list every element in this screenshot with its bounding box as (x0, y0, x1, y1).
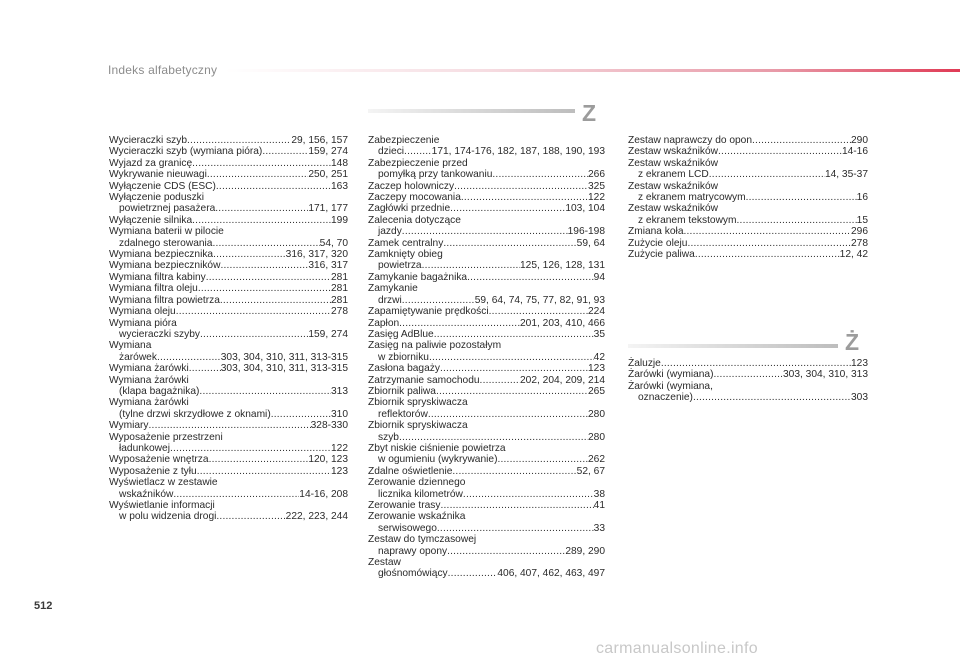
dot-leader (709, 169, 825, 180)
dot-leader (399, 432, 588, 443)
entry-pages: 123 (331, 465, 348, 477)
index-entry (368, 272, 605, 283)
index-entry (109, 489, 348, 500)
index-heading: Zerowanie dziennego (368, 477, 466, 489)
dot-leader (262, 146, 308, 157)
index-entry (368, 181, 605, 192)
dot-leader (693, 392, 851, 403)
index-heading: Zbyt niskie ciśnienie powietrza (368, 442, 506, 454)
entry-pages: 325 (588, 180, 605, 192)
entry-pages: 199 (331, 214, 348, 226)
entry-term: Zerowanie trasy (368, 500, 441, 511)
index-heading: Żarówki (wymiana, (628, 380, 713, 392)
index-entry (368, 409, 605, 420)
entry-term: Wymiana filtra kabiny (109, 271, 206, 283)
entry-term: szyb (378, 431, 399, 443)
index-heading: Wymiana pióra (109, 317, 177, 329)
dot-leader (404, 146, 432, 157)
entry-pages: 406, 407, 462, 463, 497 (497, 568, 605, 580)
entry-term: Wymiana bezpieczników (109, 260, 221, 272)
entry-term: dzieci (378, 146, 405, 158)
entry-pages: 148 (331, 157, 348, 169)
dot-leader (752, 135, 851, 146)
entry-term: w polu widzenia drogi (119, 511, 217, 523)
entry-term: Zużycie paliwa (628, 249, 695, 261)
section-z-dot-bar (628, 344, 838, 348)
entry-term: Zmiana koła (628, 226, 684, 238)
entry-pages: 14, 35-37 (824, 169, 868, 181)
index-heading: Wyświetlanie informacji (109, 500, 215, 511)
entry-pages: 250, 251 (308, 169, 348, 181)
entry-term: Zasięg AdBlue (368, 328, 434, 340)
entry-pages: 123 (588, 363, 605, 375)
entry-term: drzwi (378, 294, 402, 306)
index-heading: Wymiana baterii w pilocie (109, 226, 224, 238)
index-entry (368, 432, 605, 443)
dot-leader (157, 352, 221, 363)
dot-leader (492, 169, 588, 180)
entry-term: powietrza (378, 260, 422, 272)
index-entry (628, 169, 868, 180)
entry-term: Zbiornik paliwa (368, 385, 436, 397)
dot-leader (695, 249, 840, 260)
dot-leader (209, 454, 309, 465)
index-entry (109, 511, 348, 522)
entry-term: licznika kilometrów (378, 488, 463, 500)
entry-term: w ogumieniu (wykrywanie) (378, 454, 498, 466)
entry-pages: 310 (331, 408, 348, 420)
dot-leader (176, 306, 331, 317)
entry-pages: 59, 64, 74, 75, 77, 82, 91, 93 (474, 294, 605, 306)
index-entry (628, 146, 868, 157)
index-heading: Zabezpieczenie (368, 135, 440, 146)
entry-term: głośnomówiący (378, 568, 448, 580)
dot-leader (173, 489, 299, 500)
entry-pages: 41 (593, 500, 605, 511)
entry-pages: 202, 204, 209, 214 (520, 374, 605, 386)
dot-leader (718, 146, 842, 157)
entry-term: Wymiana oleju (109, 306, 176, 318)
dot-leader (187, 135, 291, 146)
dot-leader (489, 306, 588, 317)
index-entry (109, 158, 348, 169)
index-heading: Zbiornik spryskiwacza (368, 397, 468, 409)
index-entry (109, 169, 348, 180)
dot-leader (437, 523, 594, 534)
entry-term: żarówek (119, 351, 157, 363)
entry-pages: 171, 177 (308, 203, 348, 215)
section-letter-z-dot: Ż (845, 329, 860, 355)
entry-term: naprawy opony (378, 545, 448, 557)
index-entry (368, 352, 605, 363)
entry-term: Wymiary (109, 420, 149, 432)
entry-term: wskaźników (119, 488, 174, 500)
header-gradient-line (225, 69, 960, 72)
entry-pages: 125, 126, 128, 131 (520, 260, 605, 272)
entry-pages: 278 (851, 237, 868, 249)
entry-term: Zamykanie bagażnika (368, 271, 468, 283)
entry-pages: 14-16 (841, 146, 868, 158)
entry-term: z ekranem tekstowym (638, 214, 737, 226)
dot-leader (436, 386, 588, 397)
dot-leader (271, 409, 331, 420)
index-entry (368, 169, 605, 180)
index-heading: Zerowanie wskaźnika (368, 511, 466, 523)
dot-leader (216, 181, 331, 192)
index-heading: Wymiana żarówki (109, 374, 189, 386)
index-entry (109, 363, 348, 374)
entry-pages: 328-330 (310, 420, 348, 432)
index-column-3 (628, 135, 868, 260)
index-heading: Zestaw wskaźników (628, 180, 719, 192)
entry-pages: 280 (588, 408, 605, 420)
entry-term: Zasłona bagaży (368, 363, 440, 375)
entry-pages: 42 (593, 351, 605, 363)
entry-term: oznaczenie) (638, 392, 693, 404)
index-entry (368, 146, 605, 157)
index-heading: Zbiornik spryskiwacza (368, 420, 468, 432)
index-entry (368, 500, 605, 511)
index-entry (109, 272, 348, 283)
index-entry (109, 135, 348, 146)
index-entry (368, 568, 605, 579)
page-number: 512 (34, 600, 53, 612)
dot-leader (149, 420, 311, 431)
entry-pages: 159, 274 (308, 146, 348, 158)
index-heading: Zabezpieczenie przed (368, 157, 468, 169)
section-letter-z: Z (582, 100, 597, 126)
entry-term: Zaczep holowniczy (368, 180, 455, 192)
dot-leader (206, 272, 331, 283)
dot-leader (684, 226, 852, 237)
entry-term: wycieraczki szyby (119, 328, 200, 340)
dot-leader (200, 329, 308, 340)
index-entry (628, 135, 868, 146)
index-heading: Zalecenia dotyczące (368, 214, 461, 226)
index-heading: Zestaw wskaźników (628, 203, 719, 215)
index-entry (628, 192, 868, 203)
entry-pages: 12, 42 (839, 249, 868, 261)
entry-pages: 266 (588, 169, 605, 181)
entry-term: z ekranem LCD (638, 169, 709, 181)
entry-term: pomyłką przy tankowaniu (378, 169, 493, 181)
index-entry (628, 392, 868, 403)
entry-term: Zużycie oleju (628, 237, 688, 249)
entry-pages: 122 (588, 192, 605, 204)
entry-term: Wymiana filtra oleju (109, 283, 198, 295)
dot-leader (443, 238, 576, 249)
dot-leader (207, 169, 308, 180)
index-column-2 (368, 135, 605, 580)
dot-leader (661, 358, 851, 369)
index-entry (368, 363, 605, 374)
entry-pages: 281 (331, 294, 348, 306)
entry-term: Zaczepy mocowania (368, 192, 461, 204)
index-entry (109, 260, 348, 271)
entry-pages: 54, 70 (319, 237, 348, 249)
dot-leader (212, 238, 319, 249)
entry-term: Wykrywanie nieuwagi (109, 169, 207, 181)
section-z-bar (368, 109, 575, 113)
entry-term: Wyłączenie CDS (ESC) (109, 180, 216, 192)
entry-pages: 59, 64 (576, 237, 605, 249)
dot-leader (713, 369, 783, 380)
entry-pages: 103, 104 (565, 203, 605, 215)
dot-leader (440, 363, 588, 374)
dot-leader (440, 500, 593, 511)
entry-term: Zestaw wskaźników (628, 146, 719, 158)
entry-pages: 120, 123 (308, 454, 348, 466)
index-entry (109, 386, 348, 397)
index-entry (109, 466, 348, 477)
dot-leader (189, 363, 221, 374)
entry-term: w zbiorniku (378, 351, 429, 363)
dot-leader (422, 260, 520, 271)
dot-leader (467, 272, 594, 283)
dot-leader (216, 511, 285, 522)
page-header-title: Indeks alfabetyczny (108, 63, 218, 77)
dot-leader (450, 203, 565, 214)
dot-leader (448, 568, 498, 579)
index-heading: Zamknięty obieg (368, 249, 443, 261)
entry-term: Żaluzje (628, 358, 661, 369)
entry-pages: 171, 174-176, 182, 187, 188, 190, 193 (431, 146, 605, 158)
index-entry (368, 466, 605, 477)
entry-pages: 94 (593, 271, 605, 283)
index-entry (368, 226, 605, 237)
index-heading: Wyświetlacz w zestawie (109, 477, 218, 489)
entry-term: Wyposażenie z tyłu (109, 465, 197, 477)
entry-pages: 224 (588, 306, 605, 318)
index-entry (368, 260, 605, 271)
index-entry (109, 420, 348, 431)
entry-term: Wymiana bezpiecznika (109, 249, 214, 261)
entry-pages: 303, 304, 310, 311, 313-315 (220, 363, 348, 375)
index-entry (628, 215, 868, 226)
index-heading: Wyposażenie przestrzeni (109, 431, 223, 443)
entry-pages: 222, 223, 244 (285, 511, 348, 523)
index-entry (109, 146, 348, 157)
entry-term: Wyjazd za granicę (109, 157, 193, 169)
index-column-1 (109, 135, 348, 523)
index-heading: Zestaw wskaźników (628, 157, 719, 169)
dot-leader (197, 466, 331, 477)
dot-leader (497, 454, 588, 465)
index-heading: Zasięg na paliwie pozostałym (368, 340, 502, 352)
index-entry (109, 249, 348, 260)
index-entry (109, 352, 348, 363)
entry-term: Zapamiętywanie prędkości (368, 306, 489, 318)
dot-leader (192, 158, 331, 169)
entry-term: reflektorów (378, 408, 428, 420)
entry-term: Zapłon (368, 317, 400, 329)
entry-pages: 316, 317 (308, 260, 348, 272)
index-entry (628, 369, 868, 380)
index-entry (109, 409, 348, 420)
index-entry (368, 375, 605, 386)
index-heading: Wyłączenie poduszki (109, 192, 205, 204)
index-entry (109, 443, 348, 454)
entry-term: zdalnego sterowania (119, 237, 213, 249)
dot-leader (192, 215, 331, 226)
index-entry (109, 181, 348, 192)
index-column-3-z-dot (628, 358, 868, 404)
index-entry (628, 226, 868, 237)
entry-pages: 290 (851, 135, 868, 146)
dot-leader (220, 295, 331, 306)
entry-pages: 316, 317, 320 (285, 249, 348, 261)
entry-term: Zatrzymanie samochodu (368, 374, 480, 386)
index-entry (109, 306, 348, 317)
entry-term: Żarówki (wymiana) (628, 369, 714, 381)
entry-pages: 52, 67 (576, 465, 605, 477)
entry-pages: 163 (331, 180, 348, 192)
index-entry (628, 358, 868, 369)
entry-term: Wyposażenie wnętrza (109, 454, 209, 466)
index-entry (368, 546, 605, 557)
dot-leader (687, 238, 851, 249)
index-entry (109, 203, 348, 214)
index-entry (109, 295, 348, 306)
entry-term: Wycieraczki szyb (109, 135, 188, 146)
entry-term: Wycieraczki szyb (wymiana pióra) (109, 146, 263, 158)
dot-leader (170, 443, 331, 454)
index-entry (368, 523, 605, 534)
index-entry (109, 238, 348, 249)
entry-pages: 15 (856, 214, 868, 226)
index-entry (368, 238, 605, 249)
entry-pages: 278 (331, 306, 348, 318)
entry-pages: 123 (851, 358, 868, 369)
entry-term: Wyłączenie silnika (109, 214, 193, 226)
dot-leader (220, 260, 308, 271)
entry-term: z ekranem matrycowym (638, 192, 746, 204)
entry-term: Zestaw naprawczy do opon (628, 135, 753, 146)
dot-leader (746, 192, 857, 203)
index-entry (368, 306, 605, 317)
index-entry (368, 192, 605, 203)
index-heading: Zestaw (368, 557, 401, 569)
index-entry (368, 489, 605, 500)
dot-leader (215, 203, 308, 214)
index-heading: Zestaw do tymczasowej (368, 534, 477, 546)
entry-pages: 303 (851, 392, 868, 404)
index-heading: Zamykanie (368, 283, 418, 295)
dot-leader (402, 295, 475, 306)
entry-pages: 159, 274 (308, 328, 348, 340)
index-entry (368, 203, 605, 214)
entry-term: Zamek centralny (368, 237, 444, 249)
entry-pages: 303, 304, 310, 311, 313-315 (220, 351, 348, 363)
dot-leader (213, 249, 286, 260)
dot-leader (454, 181, 588, 192)
entry-term: Zdalne oświetlenie (368, 465, 453, 477)
index-entry (628, 238, 868, 249)
entry-pages: 313 (331, 385, 348, 397)
dot-leader (447, 546, 565, 557)
entry-term: Wymiana filtra powietrza (109, 294, 220, 306)
dot-leader (399, 318, 520, 329)
index-entry (109, 454, 348, 465)
entry-pages: 281 (331, 271, 348, 283)
entry-term: jazdy (378, 226, 402, 238)
index-entry (109, 329, 348, 340)
entry-pages: 122 (331, 442, 348, 454)
entry-term: powietrznej pasażera (119, 203, 216, 215)
entry-pages: 265 (588, 385, 605, 397)
entry-term: Wymiana żarówki (109, 363, 189, 375)
index-heading: Wymiana (109, 340, 152, 352)
entry-term: (tylne drzwi skrzydłowe z oknami) (119, 408, 271, 420)
entry-pages: 35 (593, 328, 605, 340)
entry-pages: 29, 156, 157 (291, 135, 348, 146)
dot-leader (463, 489, 594, 500)
entry-term: (klapa bagażnika) (119, 385, 200, 397)
entry-pages: 196-198 (567, 226, 605, 238)
dot-leader (402, 226, 568, 237)
index-entry (109, 283, 348, 294)
dot-leader (429, 352, 594, 363)
index-entry (368, 318, 605, 329)
index-heading: Wymiana żarówki (109, 397, 189, 409)
dot-leader (434, 329, 594, 340)
entry-pages: 262 (588, 454, 605, 466)
entry-term: Zagłówki przednie (368, 203, 451, 215)
index-entry (368, 454, 605, 465)
dot-leader (480, 375, 520, 386)
entry-pages: 303, 304, 310, 313 (783, 369, 868, 381)
dot-leader (198, 283, 331, 294)
entry-pages: 296 (851, 226, 868, 238)
index-entry (109, 215, 348, 226)
entry-pages: 16 (856, 192, 868, 204)
entry-pages: 33 (593, 522, 605, 534)
dot-leader (199, 386, 331, 397)
entry-pages: 38 (593, 488, 605, 500)
index-entry (368, 386, 605, 397)
dot-leader (461, 192, 588, 203)
dot-leader (452, 466, 576, 477)
entry-pages: 14-16, 208 (299, 488, 348, 500)
index-entry (628, 249, 868, 260)
dot-leader (428, 409, 588, 420)
entry-pages: 201, 203, 410, 466 (520, 317, 605, 329)
watermark: carmanualsonline.info (596, 640, 758, 657)
index-entry (368, 295, 605, 306)
dot-leader (737, 215, 857, 226)
entry-term: ładunkowej (119, 442, 170, 454)
entry-pages: 280 (588, 431, 605, 443)
entry-pages: 281 (331, 283, 348, 295)
entry-term: serwisowego (378, 522, 437, 534)
index-entry (368, 329, 605, 340)
entry-pages: 289, 290 (565, 545, 605, 557)
